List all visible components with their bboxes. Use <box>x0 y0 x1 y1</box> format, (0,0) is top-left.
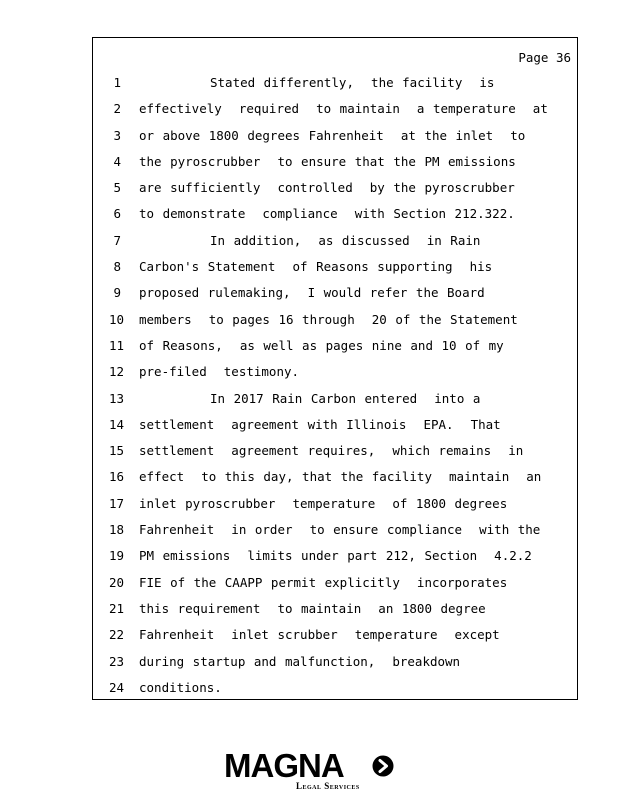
line-number: 4 <box>113 153 121 169</box>
line-text: In addition, as discussed in Rain <box>210 232 481 248</box>
line-text: during startup and malfunction, breakdown <box>139 653 461 669</box>
line-text: members to pages 16 through 20 of the Statement <box>139 311 518 327</box>
line-number: 18 <box>109 522 125 538</box>
line-number: 6 <box>113 206 121 222</box>
line-text: settlement agreement requires, which remains in <box>139 443 524 459</box>
line-number: 14 <box>109 416 125 432</box>
line-number: 9 <box>113 285 121 301</box>
line-number: 1 <box>113 75 121 90</box>
transcript-line <box>93 570 577 596</box>
transcript-line <box>93 491 577 517</box>
line-text: conditions. <box>139 679 222 695</box>
line-text: pre-filed testimony. <box>139 364 300 380</box>
line-number: 21 <box>109 600 125 616</box>
line-number: 3 <box>113 127 121 143</box>
logo-wordmark: MAGNA <box>224 747 344 784</box>
magna-logo <box>224 748 399 794</box>
line-text: Fahrenheit in order to ensure compliance with the <box>139 522 541 538</box>
transcript-line <box>93 307 577 333</box>
line-number: 22 <box>109 627 125 643</box>
transcript-line <box>93 359 577 385</box>
transcript-page-frame <box>92 37 578 700</box>
transcript-line <box>93 622 577 648</box>
line-number: 12 <box>109 364 125 380</box>
transcript-line <box>93 464 577 490</box>
transcript-line <box>93 201 577 227</box>
line-text: Carbon's Statement of Reasons supporting his <box>139 259 493 275</box>
line-text: Fahrenheit inlet scrubber temperature except <box>139 627 500 643</box>
line-number: 19 <box>109 548 125 564</box>
transcript-line <box>93 386 577 412</box>
transcript-line <box>93 333 577 359</box>
transcript-line <box>93 70 577 96</box>
line-text: settlement agreement with Illinois EPA. That <box>139 416 501 432</box>
line-text: or above 1800 degrees Fahrenheit at the inlet to <box>139 127 526 143</box>
line-number: 24 <box>109 679 125 695</box>
transcript-line <box>93 438 577 464</box>
line-text: effectively required to maintain a temperature at <box>139 101 548 117</box>
line-number: 15 <box>109 443 125 459</box>
page-number: Page 36 <box>518 50 571 65</box>
transcript-line <box>93 517 577 543</box>
transcript-line <box>93 228 577 254</box>
line-number: 17 <box>109 495 125 511</box>
line-text: are sufficiently controlled by the pyroscrubber <box>139 180 515 196</box>
line-number: 8 <box>113 259 121 275</box>
transcript-line <box>93 649 577 675</box>
line-text: inlet pyroscrubber temperature of 1800 degrees <box>139 495 508 511</box>
transcript-line <box>93 596 577 622</box>
line-text: of Reasons, as well as pages nine and 10 of my <box>139 337 504 353</box>
line-text: PM emissions limits under part 212, Section 4.2.2 <box>139 548 532 564</box>
transcript-line <box>93 149 577 175</box>
chevron-right-circle-icon <box>372 755 394 777</box>
line-number: 20 <box>109 574 125 590</box>
line-number: 13 <box>109 390 125 406</box>
transcript-line <box>93 254 577 280</box>
line-text: In 2017 Rain Carbon entered into a <box>210 390 481 406</box>
line-number: 5 <box>113 180 121 196</box>
line-number: 7 <box>113 232 121 248</box>
transcript-line <box>93 123 577 149</box>
transcript-line <box>93 175 577 201</box>
transcript-line <box>93 675 577 701</box>
line-number: 10 <box>109 311 125 327</box>
transcript-line <box>93 543 577 569</box>
line-text: to demonstrate compliance with Section 212.322. <box>139 206 515 222</box>
transcript-lines <box>93 70 577 701</box>
line-text: FIE of the CAAPP permit explicitly incorporates <box>139 574 508 590</box>
line-number: 11 <box>109 337 125 353</box>
line-text: the pyroscrubber to ensure that the PM emissions <box>139 153 516 169</box>
transcript-line <box>93 280 577 306</box>
line-number: 23 <box>109 653 125 669</box>
line-text: effect to this day, that the facility maintain an <box>139 469 542 485</box>
line-number: 2 <box>113 101 121 117</box>
line-text: this requirement to maintain an 1800 degree <box>139 600 486 616</box>
transcript-line <box>93 96 577 122</box>
line-number: 16 <box>109 469 125 485</box>
line-text: proposed rulemaking, I would refer the Board <box>139 285 485 301</box>
transcript-line <box>93 412 577 438</box>
logo-subtitle: Legal Services <box>296 781 360 791</box>
line-text: Stated differently, the facility is <box>210 75 495 90</box>
